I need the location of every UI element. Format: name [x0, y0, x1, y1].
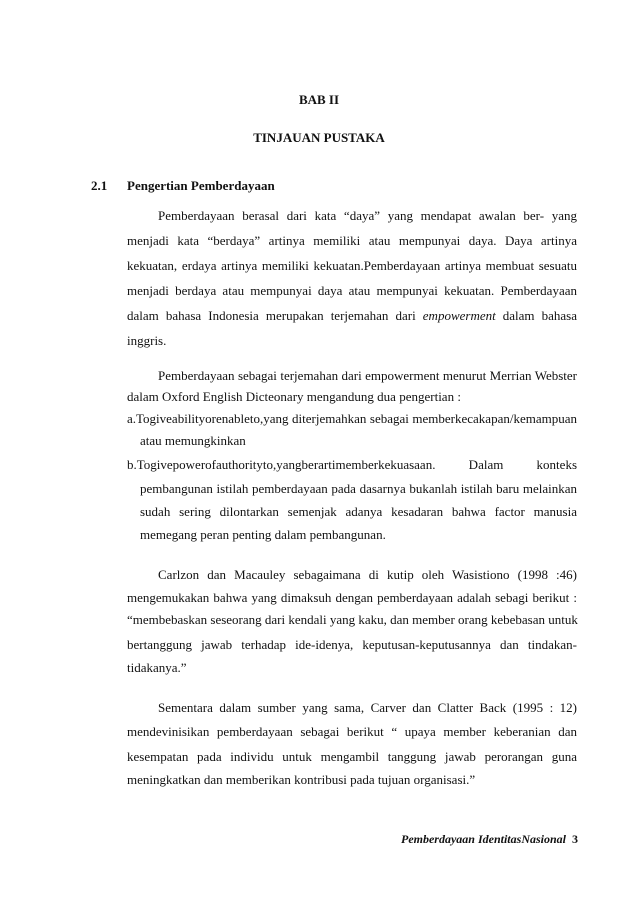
paragraph-line: Pemberdayaan sebagai terjemahan dari empowerment menurut Merrian Webster [158, 368, 577, 383]
paragraph-line: Sementara dalam sumber yang sama, Carver dan Clatter Back (1995 : 12) [158, 700, 577, 715]
page-number: 3 [572, 832, 578, 846]
list-item-b-cont: sudah sering dilontarkan semenjak adanya kesadaran bahwa factor manusia [140, 504, 577, 519]
paragraph-line: mengemukakan bahwa yang dimaksuh dengan pemberdayaan adalah sebagi berikut : [127, 590, 577, 605]
list-item-b-cont: memegang peran penting dalam pembangunan. [140, 527, 386, 542]
paragraph-line: bertanggung jawab terhadap ide-idenya, keputusan-keputusannya dan tindakan- [127, 637, 577, 652]
paragraph-line [127, 308, 577, 324]
line-text: dalam bahasa Indonesia merupakan terjemahan dari [127, 308, 423, 323]
list-item-a-cont: atau memungkinkan [140, 433, 246, 448]
page-footer [401, 832, 578, 847]
list-item-a: a.Togiveabilityorenableto,yang diterjemahkan sebagai memberkecakapan/kemampuan [127, 411, 577, 426]
paragraph-line: tidakanya.” [127, 660, 187, 675]
paragraph-line: mendevinisikan pemberdayaan sebagai berikut “ upaya member keberanian dan [127, 724, 577, 739]
paragraph-line: kesempatan pada individu untuk mengambil tanggung jawab perorangan guna [127, 749, 577, 764]
paragraph-line: inggris. [127, 333, 167, 348]
list-item-b-cont: pembangunan istilah pemberdayaan pada dasarnya bukanlah istilah baru melainkan [140, 481, 577, 496]
paragraph-line: “membebaskan seseorang dari kendali yang kaku, dan member orang kebebasan untuk [127, 612, 578, 627]
section-heading [91, 178, 275, 194]
paragraph-line: Carlzon dan Macauley sebagaimana di kutip oleh Wasistiono (1998 :46) [158, 567, 577, 582]
chapter-label: BAB II [298, 92, 340, 107]
paragraph-line: dalam Oxford English Dicteonary mengandung dua pengertian : [127, 389, 461, 404]
footer-title: Pemberdayaan IdentitasNasional [400, 832, 566, 846]
section-number: 2.1 [91, 178, 108, 193]
section-title: Pengertian Pemberdayaan [127, 178, 275, 193]
paragraph-line: Pemberdayaan berasal dari kata “daya” yang mendapat awalan ber- yang [158, 208, 577, 223]
chapter-title: TINJAUAN PUSTAKA [253, 130, 385, 145]
paragraph-line: kekuatan, erdaya artinya memiliki kekuatan.Pemberdayaan artinya membuat sesuatu [127, 258, 577, 273]
emphasis-term: empowerment [422, 308, 496, 323]
paragraph-line: menjadi berdaya atau mempunyai daya atau mempunyai kekuatan. Pemberdayaan [127, 283, 577, 298]
list-item-b: b.Togivepowerofauthorityto,yangberartimemberkekuasaan. Dalam konteks [127, 457, 577, 472]
paragraph-line: menjadi kata “berdaya” artinya memiliki atau mempunyai daya. Daya artinya [127, 233, 577, 248]
paragraph-line: meningkatkan dan memberikan kontribusi pada tujuan organisasi.” [127, 772, 476, 787]
line-text: dalam bahasa [495, 308, 577, 323]
